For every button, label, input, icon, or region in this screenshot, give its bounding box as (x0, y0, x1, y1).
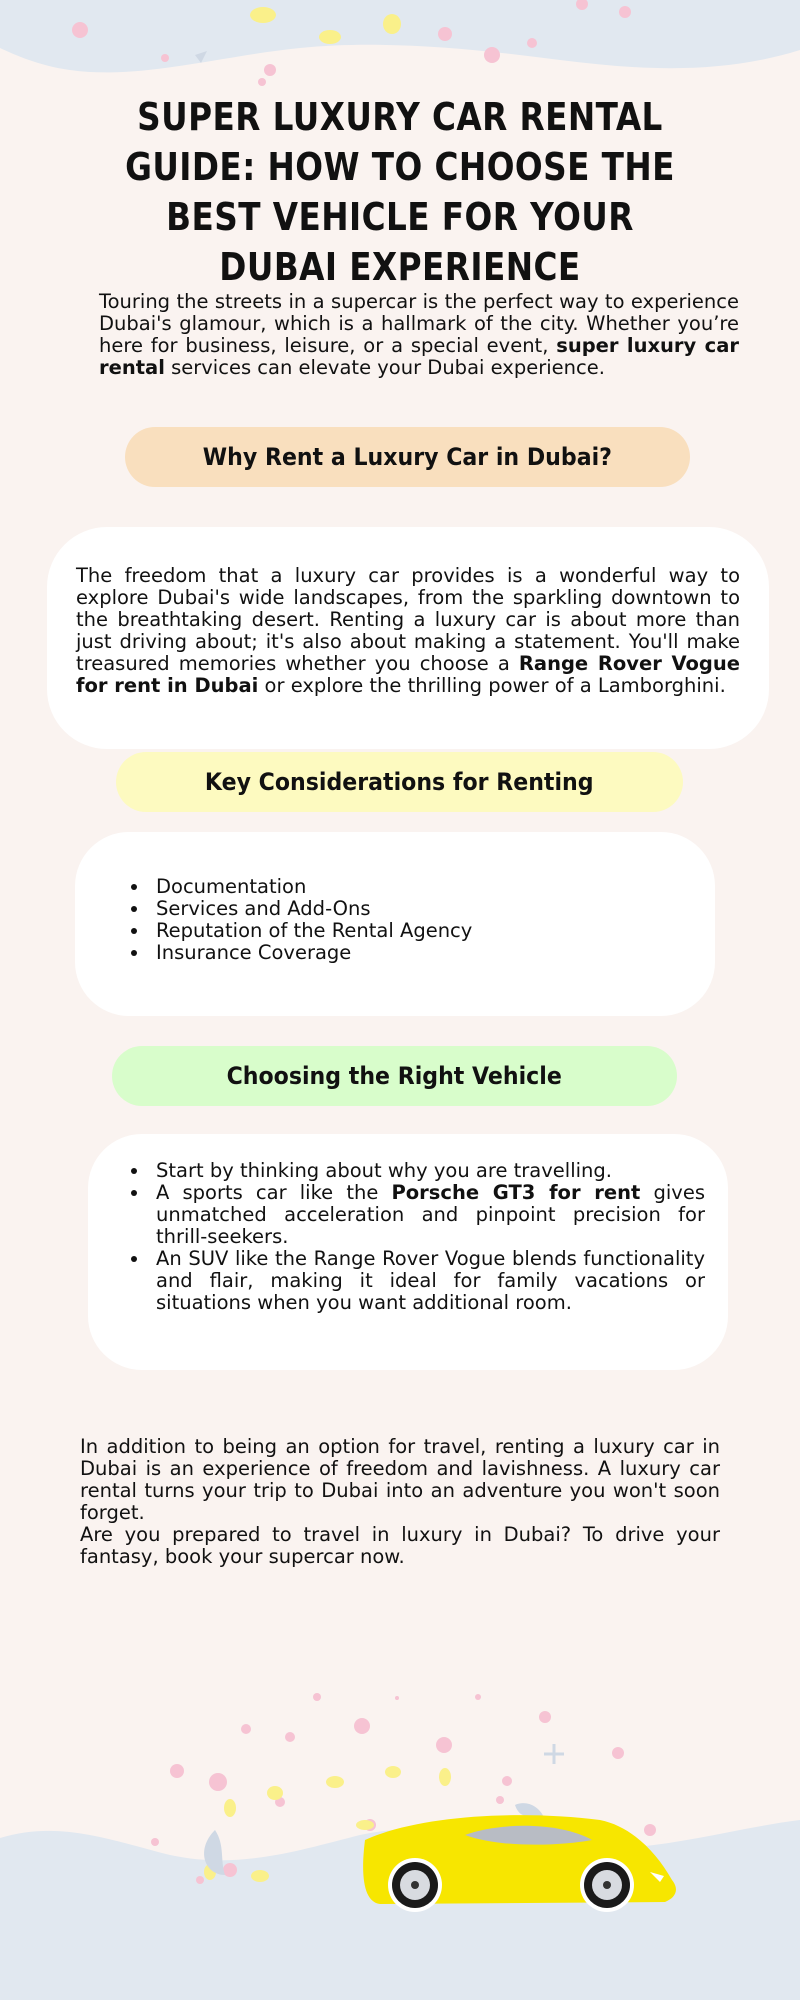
intro-keyword: super luxury car rental (99, 334, 739, 379)
why-rent-heading: Why Rent a Luxury Car in Dubai? (202, 443, 613, 471)
why-rent-heading-pill (125, 427, 690, 487)
considerations-heading-pill (116, 752, 683, 812)
considerations-list (128, 876, 670, 964)
intro-paragraph: Touring the streets in a supercar is the perfect way to experience Dubai's glamour, which is a hallmark of the city. Whether you’re here for business, leisure, or a special event, super luxury car rental services can elevate your Dubai experience. (99, 290, 739, 379)
list-item: • Reputation of the Rental Agency (150, 920, 670, 942)
closing-paragraph: In addition to being an option for travel, renting a luxury car in Dubai is an experience of freedom and lavishness. A luxury car rental turns your trip to Dubai into an adventure you won't soon forget. (80, 1435, 720, 1524)
bottom-car-illustration (0, 1660, 800, 2000)
closing-text (80, 1436, 720, 1568)
choosing-heading: Choosing the Right Vehicle (226, 1062, 563, 1090)
list-item: • Start by thinking about why you are travelling. (150, 1160, 705, 1182)
list-item: • An SUV like the Range Rover Vogue blends functionality and flair, making it ideal for family vacations or situations when you want additional room. (150, 1248, 705, 1314)
list-item: • Insurance Coverage (150, 942, 670, 964)
list-item: • Services and Add-Ons (150, 898, 670, 920)
porsche-keyword: Porsche GT3 for rent (391, 1181, 641, 1204)
list-item: • Documentation (150, 876, 670, 898)
choosing-list (128, 1160, 705, 1314)
list-item: • A sports car like the Porsche GT3 for rent gives unmatched acceleration and pinpoint precision for thrill-seekers. (150, 1182, 705, 1248)
why-rent-paragraph: The freedom that a luxury car provides is a wonderful way to explore Dubai's wide landscapes, from the sparkling downtown to the breathtaking desert. Renting a luxury car is about more than just driving about; it's also about making a statement. You'll make treasured memories whether you choose a Range Rover Vogue for rent in Dubai or explore the thrilling power of a Lamborghini. (76, 564, 740, 697)
choosing-heading-pill (112, 1046, 677, 1106)
page-title: SUPER LUXURY CAR RENTAL GUIDE: HOW TO CHOOSE THE BEST VEHICLE FOR YOUR DUBAI EXPERIENCE (125, 95, 675, 289)
call-to-action-paragraph: Are you prepared to travel in luxury in Dubai? To drive your fantasy, book your supercar now. (80, 1523, 720, 1568)
considerations-heading: Key Considerations for Renting (205, 768, 594, 796)
range-rover-keyword: Range Rover Vogue for rent in Dubai (76, 652, 740, 697)
